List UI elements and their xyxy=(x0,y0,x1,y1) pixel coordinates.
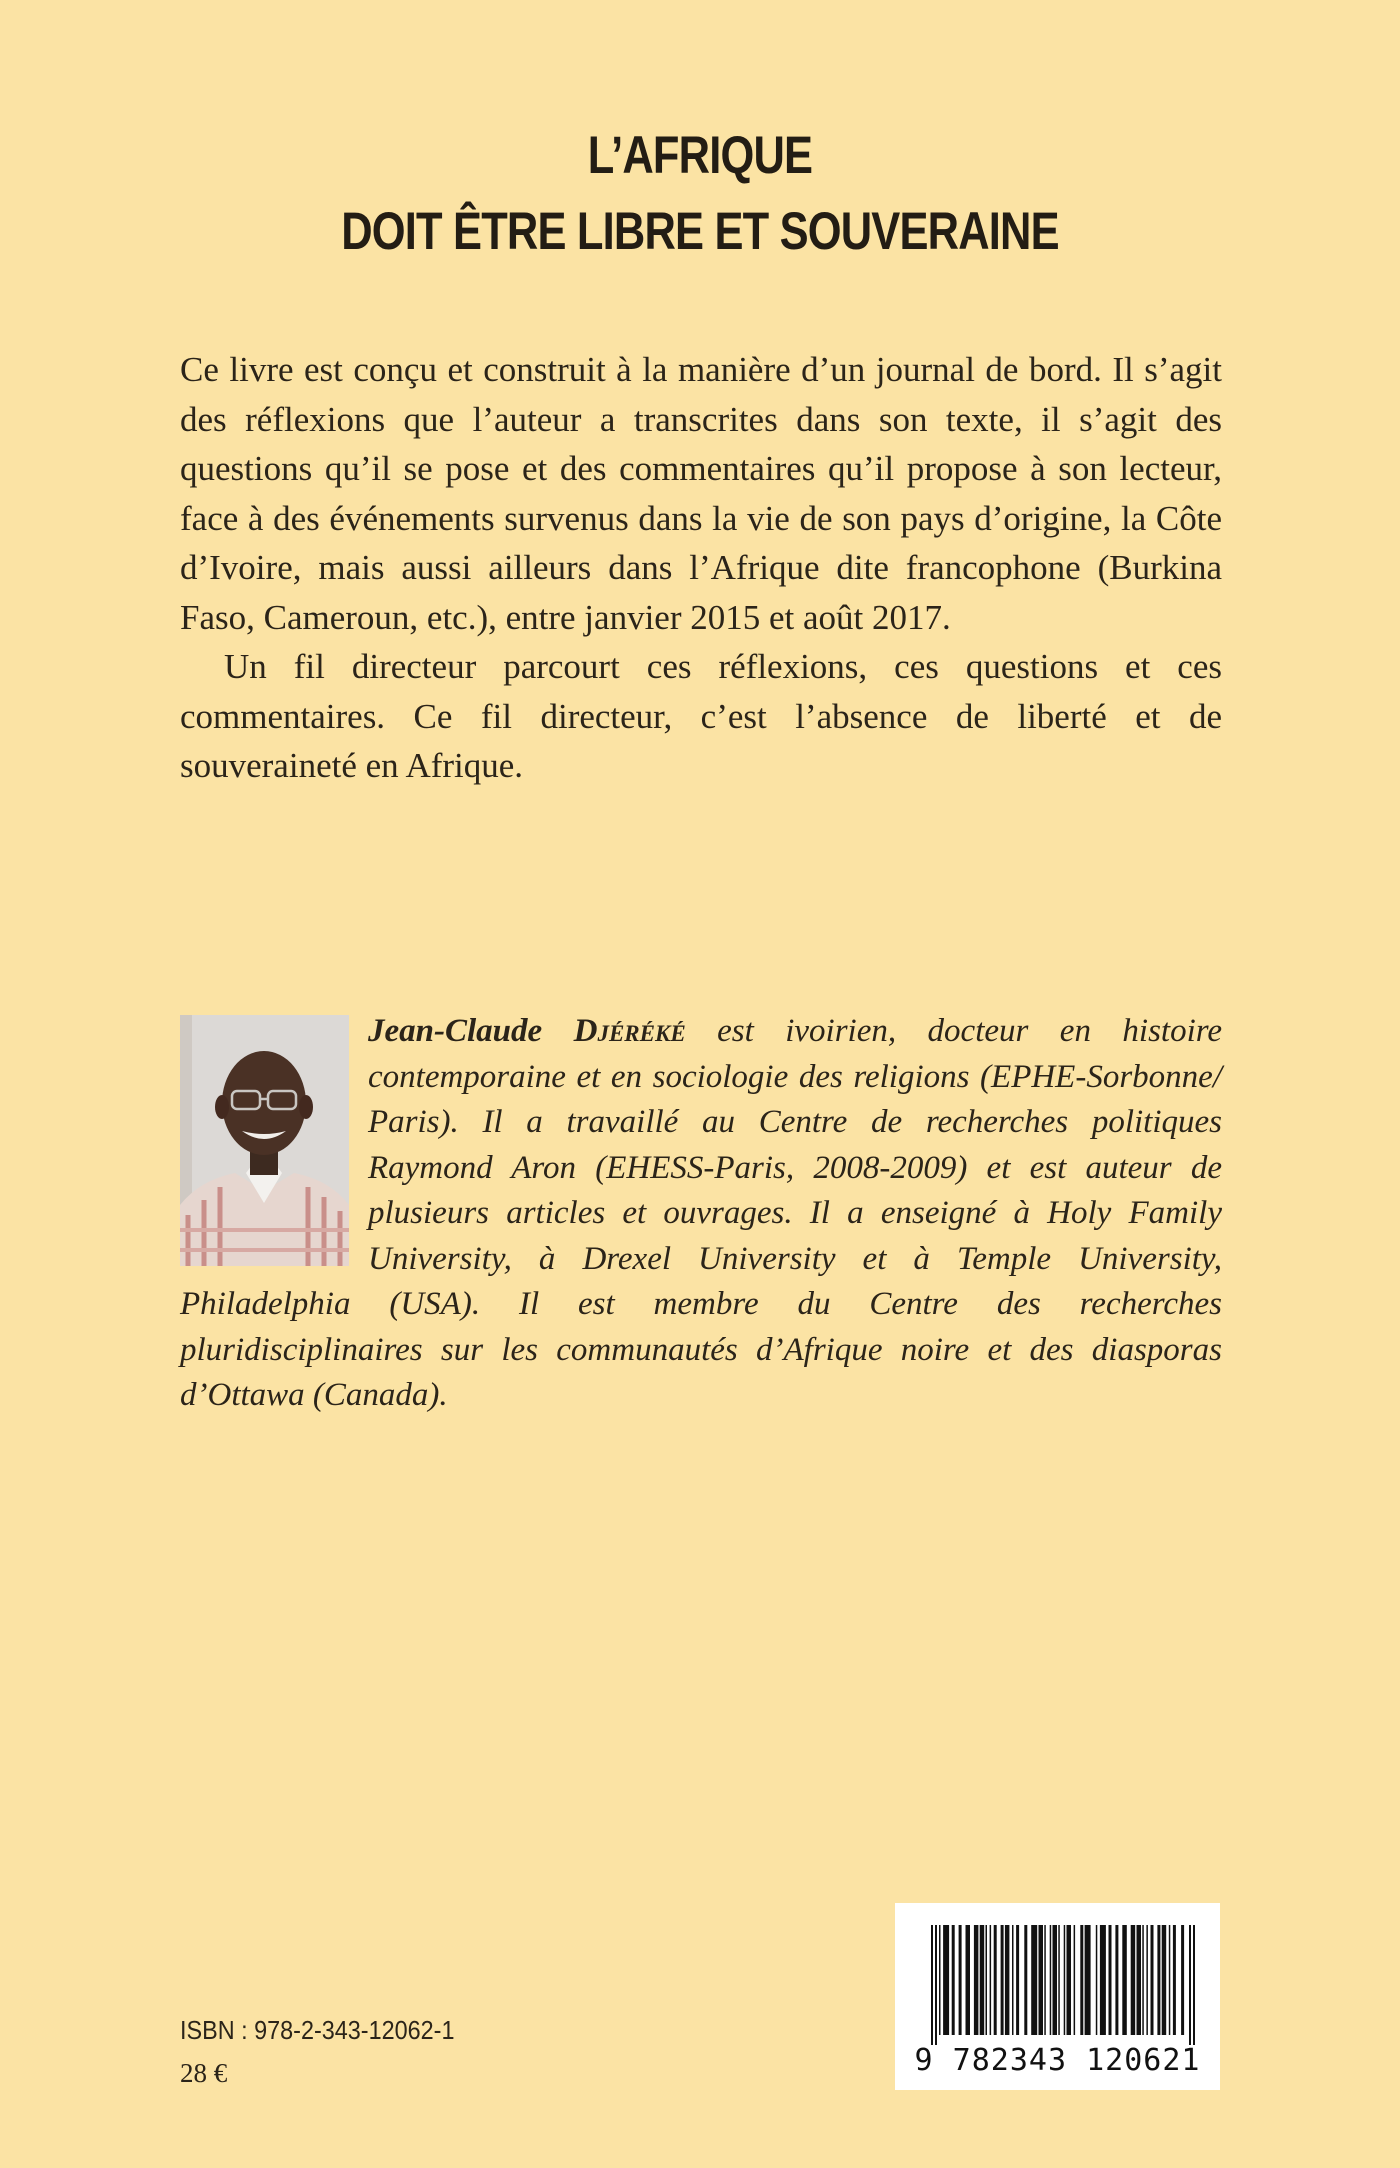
barcode-bar xyxy=(1080,1925,1083,2035)
barcode xyxy=(895,1903,1220,2090)
barcode-bar xyxy=(1157,1925,1160,2035)
blurb-paragraph-2: Un fil directeur parcourt ces réflexions, ces questions et ces commentaires. Ce fil directeur, c’est l’absence de liberté et de souveraineté en Afrique. xyxy=(180,647,1222,785)
barcode-bar xyxy=(952,1925,955,2035)
author-last-name: Djéréké xyxy=(573,1013,686,1049)
barcode-bar xyxy=(966,1925,971,2035)
barcode-bar xyxy=(1162,1925,1167,2035)
barcode-bar xyxy=(1109,1925,1112,2035)
barcode-guard-bar xyxy=(1193,1925,1195,2045)
barcode-bar xyxy=(1169,1925,1171,2035)
barcode-digits: 9 782343 120621 xyxy=(914,2043,1201,2078)
barcode-bar xyxy=(1044,1925,1046,2035)
barcode-bar xyxy=(939,1925,941,2035)
author-photo xyxy=(180,1015,349,1266)
isbn-label: ISBN : 978-2-343-12062-1 xyxy=(180,2015,455,2045)
barcode-bar xyxy=(959,1925,962,2035)
barcode-bar xyxy=(1096,1925,1098,2035)
barcode-guard-bar xyxy=(1189,1925,1191,2045)
barcode-bar xyxy=(1181,1925,1184,2035)
barcode-bar xyxy=(1001,1925,1004,2035)
barcode-bar xyxy=(1173,1925,1176,2035)
barcode-bar xyxy=(1122,1925,1127,2035)
barcode-bar xyxy=(990,1925,992,2035)
barcode-bar xyxy=(1064,1925,1066,2035)
barcode-bar xyxy=(974,1925,979,2035)
book-title-line-2: DOIT ÊTRE LIBRE ET SOUVERAINE xyxy=(341,202,1059,261)
barcode-bar xyxy=(1012,1925,1014,2035)
barcode-bar xyxy=(986,1925,988,2035)
barcode-bar xyxy=(1131,1925,1136,2035)
barcode-bar xyxy=(943,1925,949,2035)
barcode-bar xyxy=(1058,1925,1060,2035)
barcode-bar xyxy=(1024,1925,1027,2035)
barcode-bar xyxy=(1142,1925,1144,2035)
author-bio-text: est ivoirien, docteur en histoire contemporaine et en sociologie des religions (EPHE-Sorbonne/ Paris). Il a travaillé au Centre de recherches politiques Raymond Aron (EHESS-Paris, 2008-2009) et est auteur de plusieurs articles et ouvrages. Il a enseigné à Holy Family University, à Drexel University et à Temple University, Philadelphia (USA). Il est membre du Centre des recherches pluridisciplinaires sur les communautés d’Afrique noire et des diasporas d’Ottawa (Canada). xyxy=(180,1013,1223,1413)
book-title xyxy=(126,118,1274,270)
barcode-bar xyxy=(994,1925,997,2035)
book-title-line-1: L’AFRIQUE xyxy=(587,126,813,185)
barcode-bar xyxy=(1074,1925,1076,2035)
barcode-bar xyxy=(1146,1925,1148,2035)
author-portrait-image xyxy=(180,1015,349,1266)
blurb-paragraph-1: Ce livre est conçu et construit à la manière d’un journal de bord. Il s’agit des réflexions que l’auteur a transcrites dans son texte, il s’agit des questions qu’il se pose et des commentaires qu’il propose à son lecteur, face à des événements survenus dans la vie de son pays d’origine, la Côte d’Ivoire, mais aussi ailleurs dans l’Afrique dite francophone (Burkina Faso, Cameroun, etc.), entre janvier 2015 et août 2017. xyxy=(180,350,1222,637)
barcode-guard-bar xyxy=(931,1925,933,2045)
barcode-bar xyxy=(1031,1925,1037,2035)
barcode-bar xyxy=(1151,1925,1154,2035)
barcode-bar xyxy=(1039,1925,1044,2035)
barcode-bar xyxy=(1016,1925,1019,2035)
barcode-bar xyxy=(1067,1925,1072,2035)
barcode-guard-bar xyxy=(935,1925,937,2045)
barcode-bar xyxy=(1050,1925,1052,2035)
back-cover-blurb xyxy=(180,345,1222,791)
barcode-bar xyxy=(980,1925,985,2035)
barcode-bar xyxy=(1115,1925,1118,2035)
barcode-bar xyxy=(1053,1925,1058,2035)
price-label: 28 € xyxy=(180,2058,228,2088)
barcode-bar xyxy=(1005,1925,1010,2035)
barcode-bar xyxy=(1085,1925,1091,2035)
author-first-name: Jean-Claude xyxy=(368,1013,543,1049)
barcode-bar xyxy=(1137,1925,1142,2035)
barcode-bar xyxy=(1100,1925,1106,2035)
